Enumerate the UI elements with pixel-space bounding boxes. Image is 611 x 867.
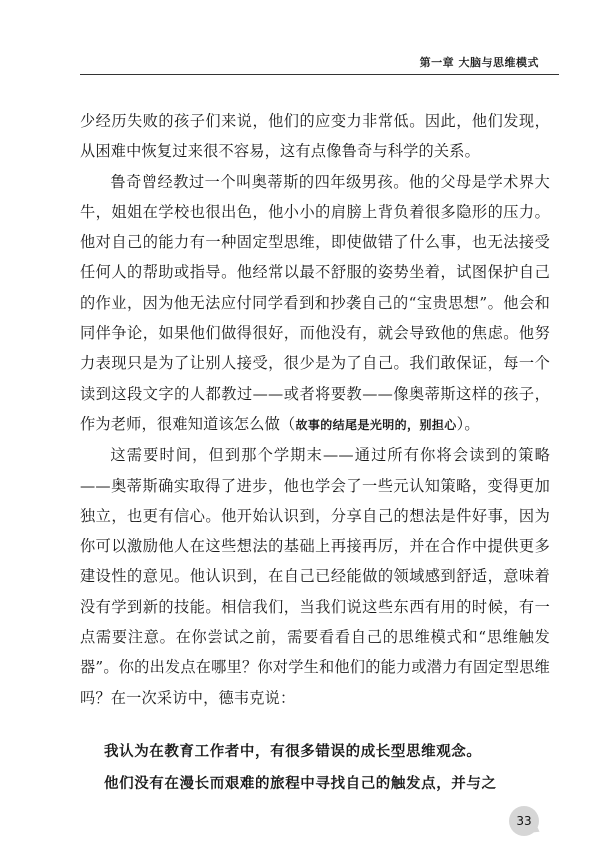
body-text bbox=[80, 106, 550, 713]
page-number-badge bbox=[509, 806, 539, 836]
chapter-header: 第一章 大脑与思维模式 bbox=[419, 56, 539, 69]
paragraph-2 bbox=[80, 167, 550, 441]
header-divider bbox=[80, 74, 559, 75]
block-quote bbox=[104, 736, 544, 800]
paragraph-2-aside: 故事的结尾是光明的，别担心 bbox=[295, 417, 457, 432]
paragraph-2-main: 鲁奇曾经教过一个叫奥蒂斯的四年级男孩。他的父母是学术界大牛，姐姐在学校也很出色，他小小的肩膀上背负着很多隐形的压力。他对自己的能力有一种固定型思维，即使做错了什么事，也无法接受任何人的帮助或指导。他经常以最不舒服的姿势坐着，试图保护自己的作业，因为他无法应付同学看到和抄袭自己的“宝贵思想”。他会和同伴争论，如果他们做得很好，而他没有，就会导致他的焦虑。他努力表现只是为了让别人接受，很少是为了自己。我们敢保证，每一个读到这段文字的人都教过——或者将要教——像奥蒂斯这样的孩子，作为老师，很难知道该怎么做（ bbox=[80, 172, 550, 433]
quote-line-1: 我认为在教育工作者中，有很多错误的成长型思维观念。 bbox=[104, 743, 482, 760]
paragraph-1: 少经历失败的孩子们来说，他们的应变力非常低。因此，他们发现，从困难中恢复过来很不容易，这有点像鲁奇与科学的关系。 bbox=[80, 112, 550, 161]
paragraph-3: 这需要时间，但到那个学期末——通过所有你将会读到的策略——奥蒂斯确实取得了进步，他也学会了一些元认知策略，变得更加独立，也更有信心。他开始认识到，分享自己的想法是件好事，因为你可以激励他人在这些想法的基础上再接再厉，并在合作中提供更多建设性的意见。他认识到，在自己已经能做的领域感到舒适，意味着没有学到新的技能。相信我们，当我们说这些东西有用的时候，有一点需要注意。在你尝试之前，需要看看自己的思维模式和“思维触发器”。你的出发点在哪里？你对学生和他们的能力或潜力有固定型思维吗？在一次采访中，德韦克说： bbox=[80, 446, 550, 707]
quote-line-2: 他们没有在漫长而艰难的旅程中寻找自己的触发点，并与之 bbox=[104, 775, 497, 792]
page-number: 33 bbox=[509, 806, 539, 836]
paragraph-2-end: ）。 bbox=[456, 414, 480, 433]
